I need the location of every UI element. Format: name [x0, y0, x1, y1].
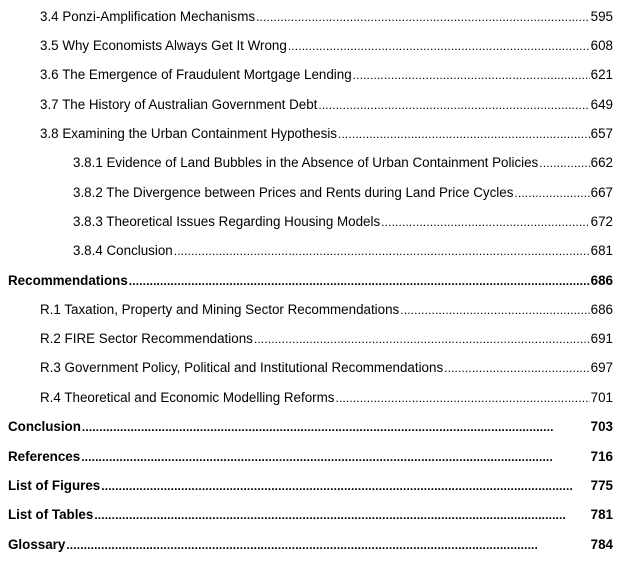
toc-entry-page: 608: [590, 38, 613, 53]
dot-leader: [318, 95, 589, 115]
dot-leader: [101, 476, 589, 496]
toc-entry-page: 775: [590, 478, 613, 493]
toc-entry-references[interactable]: [0, 447, 613, 467]
toc-entry-page: 681: [590, 243, 613, 258]
toc-entry-page: 691: [590, 331, 613, 346]
toc-entry-3-8-3[interactable]: [0, 212, 613, 232]
dot-leader: [444, 358, 590, 378]
toc-entry-title: R.4 Theoretical and Economic Modelling Reforms: [40, 390, 335, 405]
toc-entry-recommendations[interactable]: [0, 271, 613, 291]
toc-entry-page: 595: [590, 9, 613, 24]
toc-entry-3-5[interactable]: [0, 36, 613, 56]
toc-entry-title: Glossary: [8, 537, 66, 552]
toc-entry-list-of-figures[interactable]: [0, 476, 613, 496]
dot-leader: [338, 124, 590, 144]
dot-leader: [539, 153, 589, 173]
toc-entry-title: 3.8.3 Theoretical Issues Regarding Housing Models: [73, 214, 381, 229]
dot-leader: [514, 183, 589, 203]
toc-entry-title: 3.8.4 Conclusion: [73, 243, 173, 258]
toc-entry-title: References: [8, 449, 81, 464]
toc-entry-page: 716: [590, 449, 613, 464]
toc-entry-page: 686: [590, 273, 613, 288]
toc-entry-title: 3.6 The Emergence of Fraudulent Mortgage Lending: [40, 67, 352, 82]
dot-leader: [288, 36, 590, 56]
dot-leader: [174, 241, 590, 261]
toc-entry-r-2[interactable]: [0, 329, 613, 349]
toc-entry-3-8-2[interactable]: [0, 183, 613, 203]
toc-entry-page: 621: [590, 67, 613, 82]
dot-leader: [129, 271, 590, 291]
toc-entry-title: Recommendations: [8, 273, 128, 288]
toc-entry-title: R.3 Government Policy, Political and Institutional Recommendations: [40, 360, 444, 375]
dot-leader: [400, 300, 589, 320]
toc-entry-page: 667: [590, 185, 613, 200]
toc-entry-page: 784: [590, 537, 613, 552]
toc-entry-title: 3.5 Why Economists Always Get It Wrong: [40, 38, 287, 53]
toc-entry-3-8[interactable]: [0, 124, 613, 144]
toc-entry-page: 657: [590, 126, 613, 141]
toc-entry-3-6[interactable]: [0, 65, 613, 85]
toc-entry-r-4[interactable]: [0, 388, 613, 408]
dot-leader: [381, 212, 589, 232]
toc-entry-3-8-1[interactable]: [0, 153, 613, 173]
toc-entry-3-7[interactable]: [0, 95, 613, 115]
toc-entry-conclusion[interactable]: [0, 417, 613, 437]
dot-leader: [335, 388, 589, 408]
toc-entry-list-of-tables[interactable]: [0, 505, 613, 525]
toc-entry-r-3[interactable]: [0, 358, 613, 378]
toc-entry-glossary[interactable]: [0, 535, 613, 555]
dot-leader: [254, 329, 590, 349]
toc-entry-title: R.1 Taxation, Property and Mining Sector Recommendations: [40, 302, 400, 317]
toc-entry-title: R.2 FIRE Sector Recommendations: [40, 331, 253, 346]
toc-entry-page: 649: [590, 97, 613, 112]
dot-leader: [66, 535, 589, 555]
dot-leader: [256, 7, 590, 27]
toc-entry-title: 3.8.1 Evidence of Land Bubbles in the Absence of Urban Containment Policies: [73, 155, 539, 170]
toc-entry-3-4[interactable]: [0, 7, 613, 27]
dot-leader: [82, 417, 590, 437]
toc-entry-title: Conclusion: [8, 419, 81, 434]
toc-entry-title: 3.8 Examining the Urban Containment Hypothesis: [40, 126, 337, 141]
toc-entry-title: List of Figures: [8, 478, 101, 493]
toc-entry-title: 3.4 Ponzi-Amplification Mechanisms: [40, 9, 256, 24]
toc-entry-title: List of Tables: [8, 507, 94, 522]
toc-entry-page: 662: [590, 155, 613, 170]
toc-entry-page: 703: [590, 419, 613, 434]
toc-entry-page: 686: [590, 302, 613, 317]
toc-entry-3-8-4[interactable]: [0, 241, 613, 261]
toc-entry-title: 3.7 The History of Australian Government Debt: [40, 97, 318, 112]
toc-entry-page: 701: [590, 390, 613, 405]
toc-entry-page: 672: [590, 214, 613, 229]
toc-entry-title: 3.8.2 The Divergence between Prices and Rents during Land Price Cycles: [73, 185, 514, 200]
toc-entry-page: 781: [590, 507, 613, 522]
dot-leader: [353, 65, 590, 85]
dot-leader: [94, 505, 589, 525]
dot-leader: [81, 447, 589, 467]
toc-entry-page: 697: [590, 360, 613, 375]
toc-entry-r-1[interactable]: [0, 300, 613, 320]
